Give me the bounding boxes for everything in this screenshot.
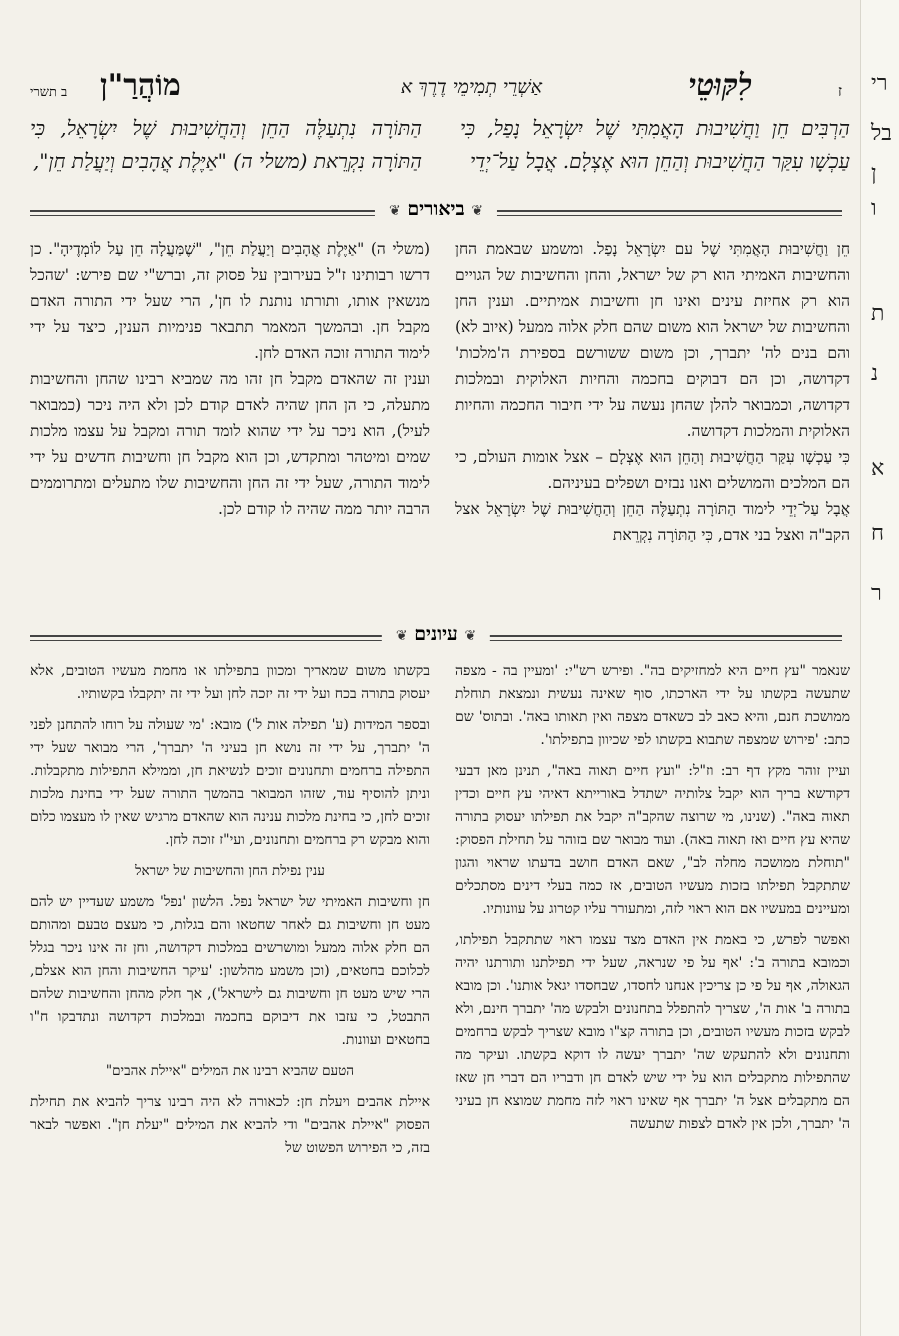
biurim-title: ביאורים bbox=[407, 198, 465, 220]
edge-fragment: ח bbox=[871, 521, 885, 546]
ornament-icon: ❦ bbox=[464, 628, 477, 644]
iyunim-heading bbox=[382, 623, 490, 646]
biurim-paragraph: (משלי ה) "אַיֶּלֶת אֲהָבִים וְיַעֲלַת חֵן", "שֶׁמַּעֲלָה חֵן עַל לוֹמְדֶיהָ". כן דרשו רבותינו ז"ל בעירובין על פסוק זה, וברש"י שם פירש: 'שהכל מנשאין אותו, ותורתו נותנת לו חן', הרי שעל ידי התורה האדם מקבל חן. ובהמשך המאמר תתבאר פנימיות הענין, כיצד על ידי לימוד התורה זוכה האדם לחן. bbox=[30, 240, 430, 362]
iyunim-paragraph: בקשתו משום שמאריך ומכוון בתפילתו או מחמת מעשיו הטובים, אלא יעסוק בתורה בכח ועל ידי זה יזכה לחן ועל ידי זה יתקבלו בקשותיו. bbox=[30, 663, 430, 702]
main-text-paragraph: הַתּוֹרָה נִתְעַלֶּה הַחֵן וְהַחֲשִׁיבוּת שֶׁל יִשְׂרָאֵל, כִּי הַתּוֹרָה נִקְרֵאת (משלי ה) "אַיֶּלֶת אֲהָבִים וְיַעֲלַת חֵן", bbox=[30, 116, 422, 173]
subheading: הטעם שהביא רבינו את המילים "איילת אהבים" bbox=[105, 1063, 355, 1079]
book-title-left: מוֹהֲרַ"ן bbox=[100, 68, 181, 103]
edge-fragment: א bbox=[871, 456, 885, 481]
edge-fragment: רי bbox=[871, 71, 888, 96]
ornament-icon: ❦ bbox=[471, 203, 484, 219]
iyunim-paragraph: שנאמר "עץ חיים היא למחזיקים בה". ופירש רש"י: 'ומעיין בה - מצפה שתעשה בקשתו על ידי הארכתו, סוף שאינה נעשית ונמצאת תוחלת ממושכת חנם, והיא כאב לב כשאדם מצפה ואין תאותו באה'. ובתוס' שם כתב: 'פירוש שמצפה שתבוא בקשתו לפי שכיוון בתפילתו'. bbox=[455, 663, 850, 748]
iyunim-paragraph: חן וחשיבות האמיתי של ישראל נפל. הלשון 'נפל' משמע שעדיין יש להם מעט חן וחשיבות גם לאחר שחטאו והם בגלות, כי מעצם טבעם ומהותם הם חלק אלוה ממעל ומושרשים במלכות דקדושה, וחן זה אינו ניכר בגלל לכלוכם בחטאים, (וכן משמע מהלשון: 'עיקר החשיבות והחן הוא אצלם, הרי שיש מעט חן וחשיבות גם לישראל'), אך חלק מהחן והחשיבות שלהם התבטל, כי עזבו את דיבוקם בחכמה ובמלכות דקדושה ונתדבקו ח"ו בחטאים ועוונות. bbox=[30, 894, 430, 1048]
next-page-edge bbox=[860, 0, 899, 1336]
iyunim-right-column bbox=[455, 660, 850, 1144]
iyunim-paragraph: ואפשר לפרש, כי באמת אין האדם מצד עצמו ראוי שתתקבל תפילתו, וכמובא בתורה ב': 'אף על פי שנראה, שעל ידי תפילתנו ותורתנו יהיה הגאולה, אף על פי כן צריכין אנחנו לחסדו, שבחסדו יגאל אותנו'. וכן מובא בתורה ב' אות ה', שצריך להתפלל בתחנונים ולבקש מה' יתברך חינם, ולא לבקש בזכות מעשיו הטובים, וכן בתורה קצ"ו מובא שצריך לבקש ברחמים ותחנונים ולא להתעקש שה' יתברך יעשה לו דוקא בקשתו. ועיקר מה שהתפילות מתקבלים הוא על ידי שיש לאדם חן ודבריו הם דברי חן שאז הם מתקבלים אצל ה' יתברך אף שאינו ראוי לזה מחמת שמוצא חן בעיני ה' יתברך, ולכן אין לאדם לצפות שתעשה bbox=[455, 932, 851, 1132]
iyunim-paragraph: איילת אהבים ויעלת חן: לכאורה לא היה רבינו צריך להביא את תחילת הפסוק "איילת אהבים" ודי להביא את המילים "יעלת חן". ואפשר לבאר בזה, כי הפירוש הפשוט של bbox=[30, 1094, 430, 1156]
biurim-divider bbox=[30, 198, 842, 227]
torah-subtitle: אַשְׁרֵי תְמִימֵי דֶרֶךְ א bbox=[400, 76, 542, 98]
iyunim-title: עיונים bbox=[414, 623, 458, 645]
biurim-left-column bbox=[30, 236, 430, 522]
edge-fragment: בל bbox=[871, 121, 892, 146]
biurim-heading bbox=[375, 198, 497, 221]
edge-fragment: ו bbox=[871, 196, 877, 221]
ornament-icon: ❦ bbox=[395, 628, 408, 644]
date-label: ב תשרי bbox=[30, 85, 68, 100]
page-number: ז bbox=[837, 82, 842, 100]
edge-fragment: נ bbox=[871, 361, 879, 386]
main-text-left bbox=[30, 112, 422, 178]
iyunim-divider bbox=[30, 623, 842, 652]
edge-fragment: ת bbox=[871, 301, 885, 326]
edge-fragment: ר bbox=[871, 581, 882, 606]
edge-fragment: ן bbox=[871, 161, 877, 186]
main-text-right bbox=[460, 112, 850, 178]
running-header bbox=[30, 70, 842, 108]
iyunim-paragraph: ובספר המידות (ע' תפילה אות ל') מובא: 'מי שעולה על רוחו להתחנן לפני ה' יתברך, על ידי זה נושא חן בעיני ה' יתברך', הרי מבואר שעל ידי התפילה ברחמים ותחנונים זוכים לנשיאת חן, וממילא התפילות מתקבלות. וניתן להוסיף עוד, שזהו המבואר בהמשך התורה שעל ידי בחינת מלכות זוכים לחן, כי בחינת מלכות ענינה הוא שהאדם מרגיש שאין לו מעצמו כלום והוא מבקש רק ברחמים ותחנונים, ועי"ז זוכה לחן. bbox=[30, 717, 430, 848]
biurim-paragraph: אֲבָל עַל־יְדֵי לימוד הַתּוֹרָה נִתְעַלֶּה הַחֵן וְהַחֲשִׁיבוּת שֶׁל יִשְׂרָאֵל אצל הקב"ה ואצל בני אדם, כִּי הַתּוֹרָה נִקְרֵאת bbox=[455, 500, 850, 544]
biurim-paragraph: חֵן וַחֲשִׁיבוּת הָאֲמִתִּי שֶׁל עם יִשְׂרָאֵל נָפַל. ומשמע שבאמת החן והחשיבות האמיתי הוא רק של ישראל, והחן והחשיבות של הגויים הוא רק אחיזת עינים ואינו חן וחשיבות אמיתיים. וענין החן והחשיבות של ישראל הוא משום שהם חלק אלוה ממעל (איוב לא) והם בנים לה' יתברך, וכן משום ששורשם בספירת ה'מלכות' דקדושה, וכן הם דבוקים בחכמה והחיות האלוקית ובמלכות דקדושה, וכמבואר להלן שהחן נעשה על ידי חיבור החכמה והחיות האלוקית והמלכות דקדושה. bbox=[455, 240, 850, 440]
biurim-paragraph: כִּי עַכְשָׁו עִקַּר הַחֲשִׁיבוּת וְהַחֵן הוּא אֶצְלָם – אצל אומות העולם, כי הם המלכים והמושלים ואנו נבזים ושפלים בעיניהם. bbox=[455, 448, 850, 492]
biurim-paragraph: וענין זה שהאדם מקבל חן זהו מה שמביא רבינו שהחן והחשיבות מתעלה, כי הן החן שהיה לאדם קודם לכן ולא היה ניכר (כמבואר לעיל), הוא ניכר על ידי שהוא לומד תורה ומקבל על עצמו מלכות שמים ומיטהר ומתקדש, וכן הוא מקבל חן וחשיבות חדשים על ידי לימוד התורה, שעל ידי זה החן והחשיבות שלו מתעלים ומתרוממים הרבה יותר ממה שהיה לו קודם לכן. bbox=[30, 370, 430, 518]
ornament-icon: ❦ bbox=[388, 203, 401, 219]
main-text-paragraph: הַרְבִּים חֵן וַחֲשִׁיבוּת הָאֲמִתִּי שֶׁל יִשְׂרָאֵל נָפַל, כִּי עַכְשָׁו עִקַּר הַחֲשִׁיבוּת וְהַחֵן הוּא אֶצְלָם. אֲבָל עַל־יְדֵי bbox=[460, 116, 850, 173]
iyunim-left-column bbox=[30, 660, 430, 1168]
biurim-right-column bbox=[455, 236, 850, 548]
subheading: ענין נפילת החן והחשיבות של ישראל bbox=[135, 863, 325, 879]
book-title-right: לִקּוּטֵי bbox=[688, 68, 752, 103]
iyunim-paragraph: ועיין זוהר מקץ דף רב: וז"ל: "ועץ חיים תאוה באה", תנינן מאן דבעי דקודשא בריך הוא יקבל צלותיה ישתדל באורייתא דאיהי עץ חיים וכדין תאוה באה". (שנינו, מי שרוצה שהקב"ה יקבל את תפילתו יעסוק בתורה שהיא עץ חיים ואז תאוה באה). ועוד מבואר שם בזוהר על תחילת הפסוק: "תוחלת ממושכה מחלה לב", שאם האדם חושב בדעתו שראוי והגון שתתקבל תפילתו בזכות מעשיו הטובים, אז כמה בעלי דינים מסתכלים ומעיינים במעשיו אם הוא ראוי לזה, ומתעורר עליו קטרוג על עוונותיו. bbox=[455, 763, 850, 917]
